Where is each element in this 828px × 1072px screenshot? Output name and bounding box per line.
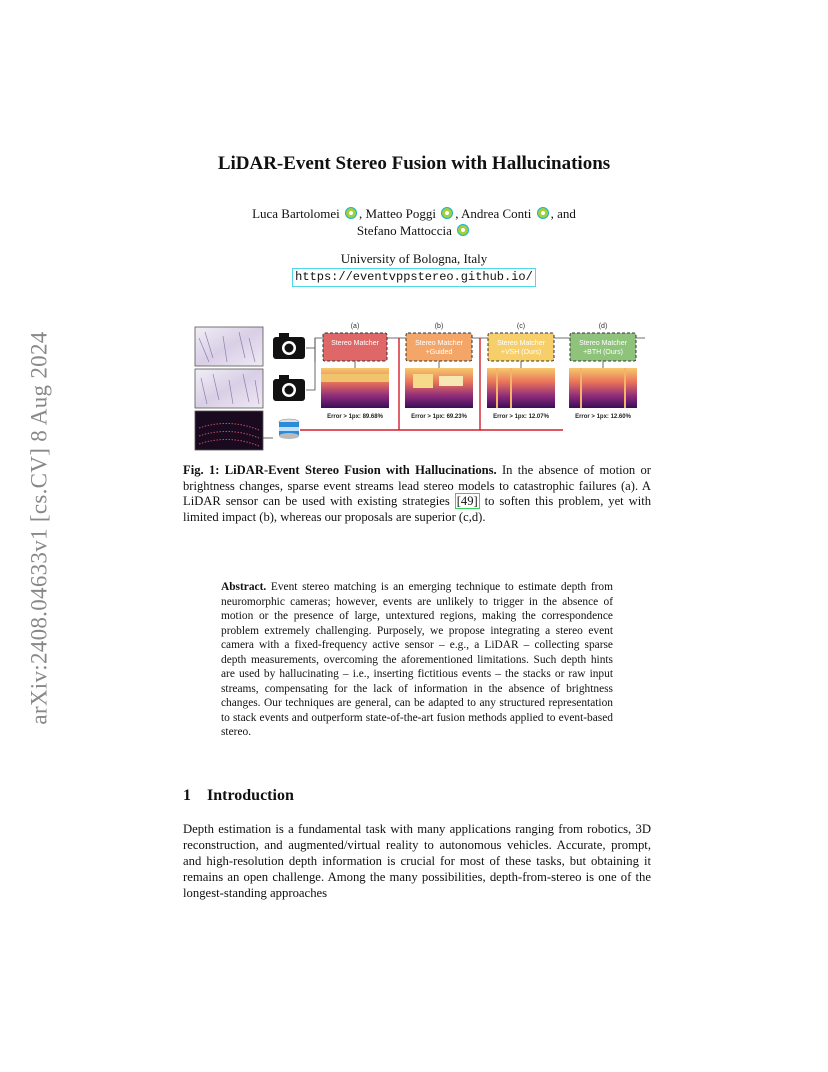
left-event-frame (195, 327, 263, 366)
right-event-frame (195, 369, 263, 408)
paper-title: LiDAR-Event Stereo Fusion with Hallucinations (217, 153, 611, 174)
affiliation: University of Bologna, Italy (340, 251, 488, 266)
author-name: Andrea Conti (461, 206, 532, 221)
panel-box (323, 333, 387, 361)
figure-caption (183, 463, 651, 525)
caption-text-2: to soften this problem, yet with limited impact (b), whereas our proposals are superior (c,d). (183, 494, 651, 524)
panel-label: Stereo Matcher (497, 340, 545, 347)
orcid-icon[interactable] (537, 207, 549, 219)
caption-text-1: In the absence of motion or brightness changes, sparse event streams lead stereo models to catastrophic failures (a). A LiDAR sensor can be used with existing strategies (183, 463, 651, 509)
method-panel-b (405, 323, 473, 420)
panel-tag: (a) (350, 323, 360, 330)
panel-label-2: +BTH (Ours) (583, 349, 623, 356)
figure-1-diagram (193, 318, 645, 453)
section-number: 1 (183, 787, 191, 804)
panel-label-2: +Guided (425, 349, 453, 356)
orcid-icon[interactable] (441, 207, 453, 219)
error-label: Error > 1px: 12.60% (575, 414, 631, 420)
section-title: Introduction (207, 787, 294, 804)
project-url-link[interactable]: https://eventvppstereo.github.io/ (292, 268, 536, 287)
figure-1 (193, 318, 645, 453)
author-conjunction: and (557, 206, 576, 221)
error-label: Error > 1px: 89.68% (327, 414, 383, 420)
lidar-depth-frame (195, 411, 263, 450)
panel-label: Stereo Matcher (415, 340, 463, 347)
method-panel-a (321, 323, 389, 420)
author-list: Luca Bartolomei , Matteo Poggi , Andrea Conti , and Stefano Mattoccia (252, 206, 576, 238)
panel-box (570, 333, 636, 361)
orcid-icon[interactable] (457, 224, 469, 236)
panel-label: Stereo Matcher (331, 340, 379, 347)
author-name: Stefano Mattoccia (356, 223, 452, 238)
abstract (221, 580, 613, 740)
caption-label: Fig. 1: LiDAR-Event Stereo Fusion with Hallucinations. (183, 463, 497, 477)
affiliation-block (0, 250, 828, 287)
error-label: Error > 1px: 69.23% (411, 414, 467, 420)
author-name: Matteo Poggi (365, 206, 436, 221)
panel-box (488, 333, 554, 361)
arxiv-identifier-text: arXiv:2408.04633v1 [cs.CV] 8 Aug 2024 (27, 330, 53, 725)
abstract-label: Abstract. (221, 581, 267, 593)
panel-box (406, 333, 472, 361)
camera-icon (273, 333, 305, 359)
section-heading (183, 787, 294, 805)
error-label: Error > 1px: 12.07% (493, 414, 549, 420)
panel-tag: (d) (598, 323, 608, 330)
panel-tag: (c) (516, 323, 526, 330)
method-panel-c (487, 323, 555, 420)
citation-link[interactable]: [49] (456, 494, 478, 509)
abstract-text: Event stereo matching is an emerging technique to estimate depth from neuromorphic cameras; however, events are unlikely to trigger in the absence of motion or the presence of large, untextured regions, making the correspondence problem extremely challenging. Purposely, we propose integrating a stereo event camera with a fixed-frequency active sensor – e.g., a LiDAR – collecting sparse depth measurements, overcoming the aforementioned limitations. Such depth hints are used by hallucinating – i.e., inserting fictitious events – the stacks or raw input streams, compensating for the lack of information in the absence of brightness changes. Our techniques are general, can be adapted to any structured representation to stack events and outperform state-of-the-art fusion methods applied to event-based stereo. (221, 581, 613, 738)
lidar-sensor-icon (279, 419, 299, 439)
panel-label: Stereo Matcher (579, 340, 627, 347)
method-panel-d (569, 323, 637, 420)
orcid-icon[interactable] (345, 207, 357, 219)
arxiv-identifier (18, 300, 62, 755)
panel-label-2: +VSH (Ours) (500, 349, 542, 356)
camera-icon (273, 375, 305, 401)
panel-tag: (b) (434, 323, 444, 330)
author-name: Luca Bartolomei (252, 206, 340, 221)
intro-paragraph: Depth estimation is a fundamental task with many applications ranging from robotics, 3D reconstruction, and augmented/virtual reality to autonomous vehicles. Accurate, prompt, and high-resolution depth information is crucial for most of these tasks, but obtaining it remains an open challenge. Among the many possibilities, depth-from-stereo is one of the longest-standing approaches (183, 822, 651, 900)
